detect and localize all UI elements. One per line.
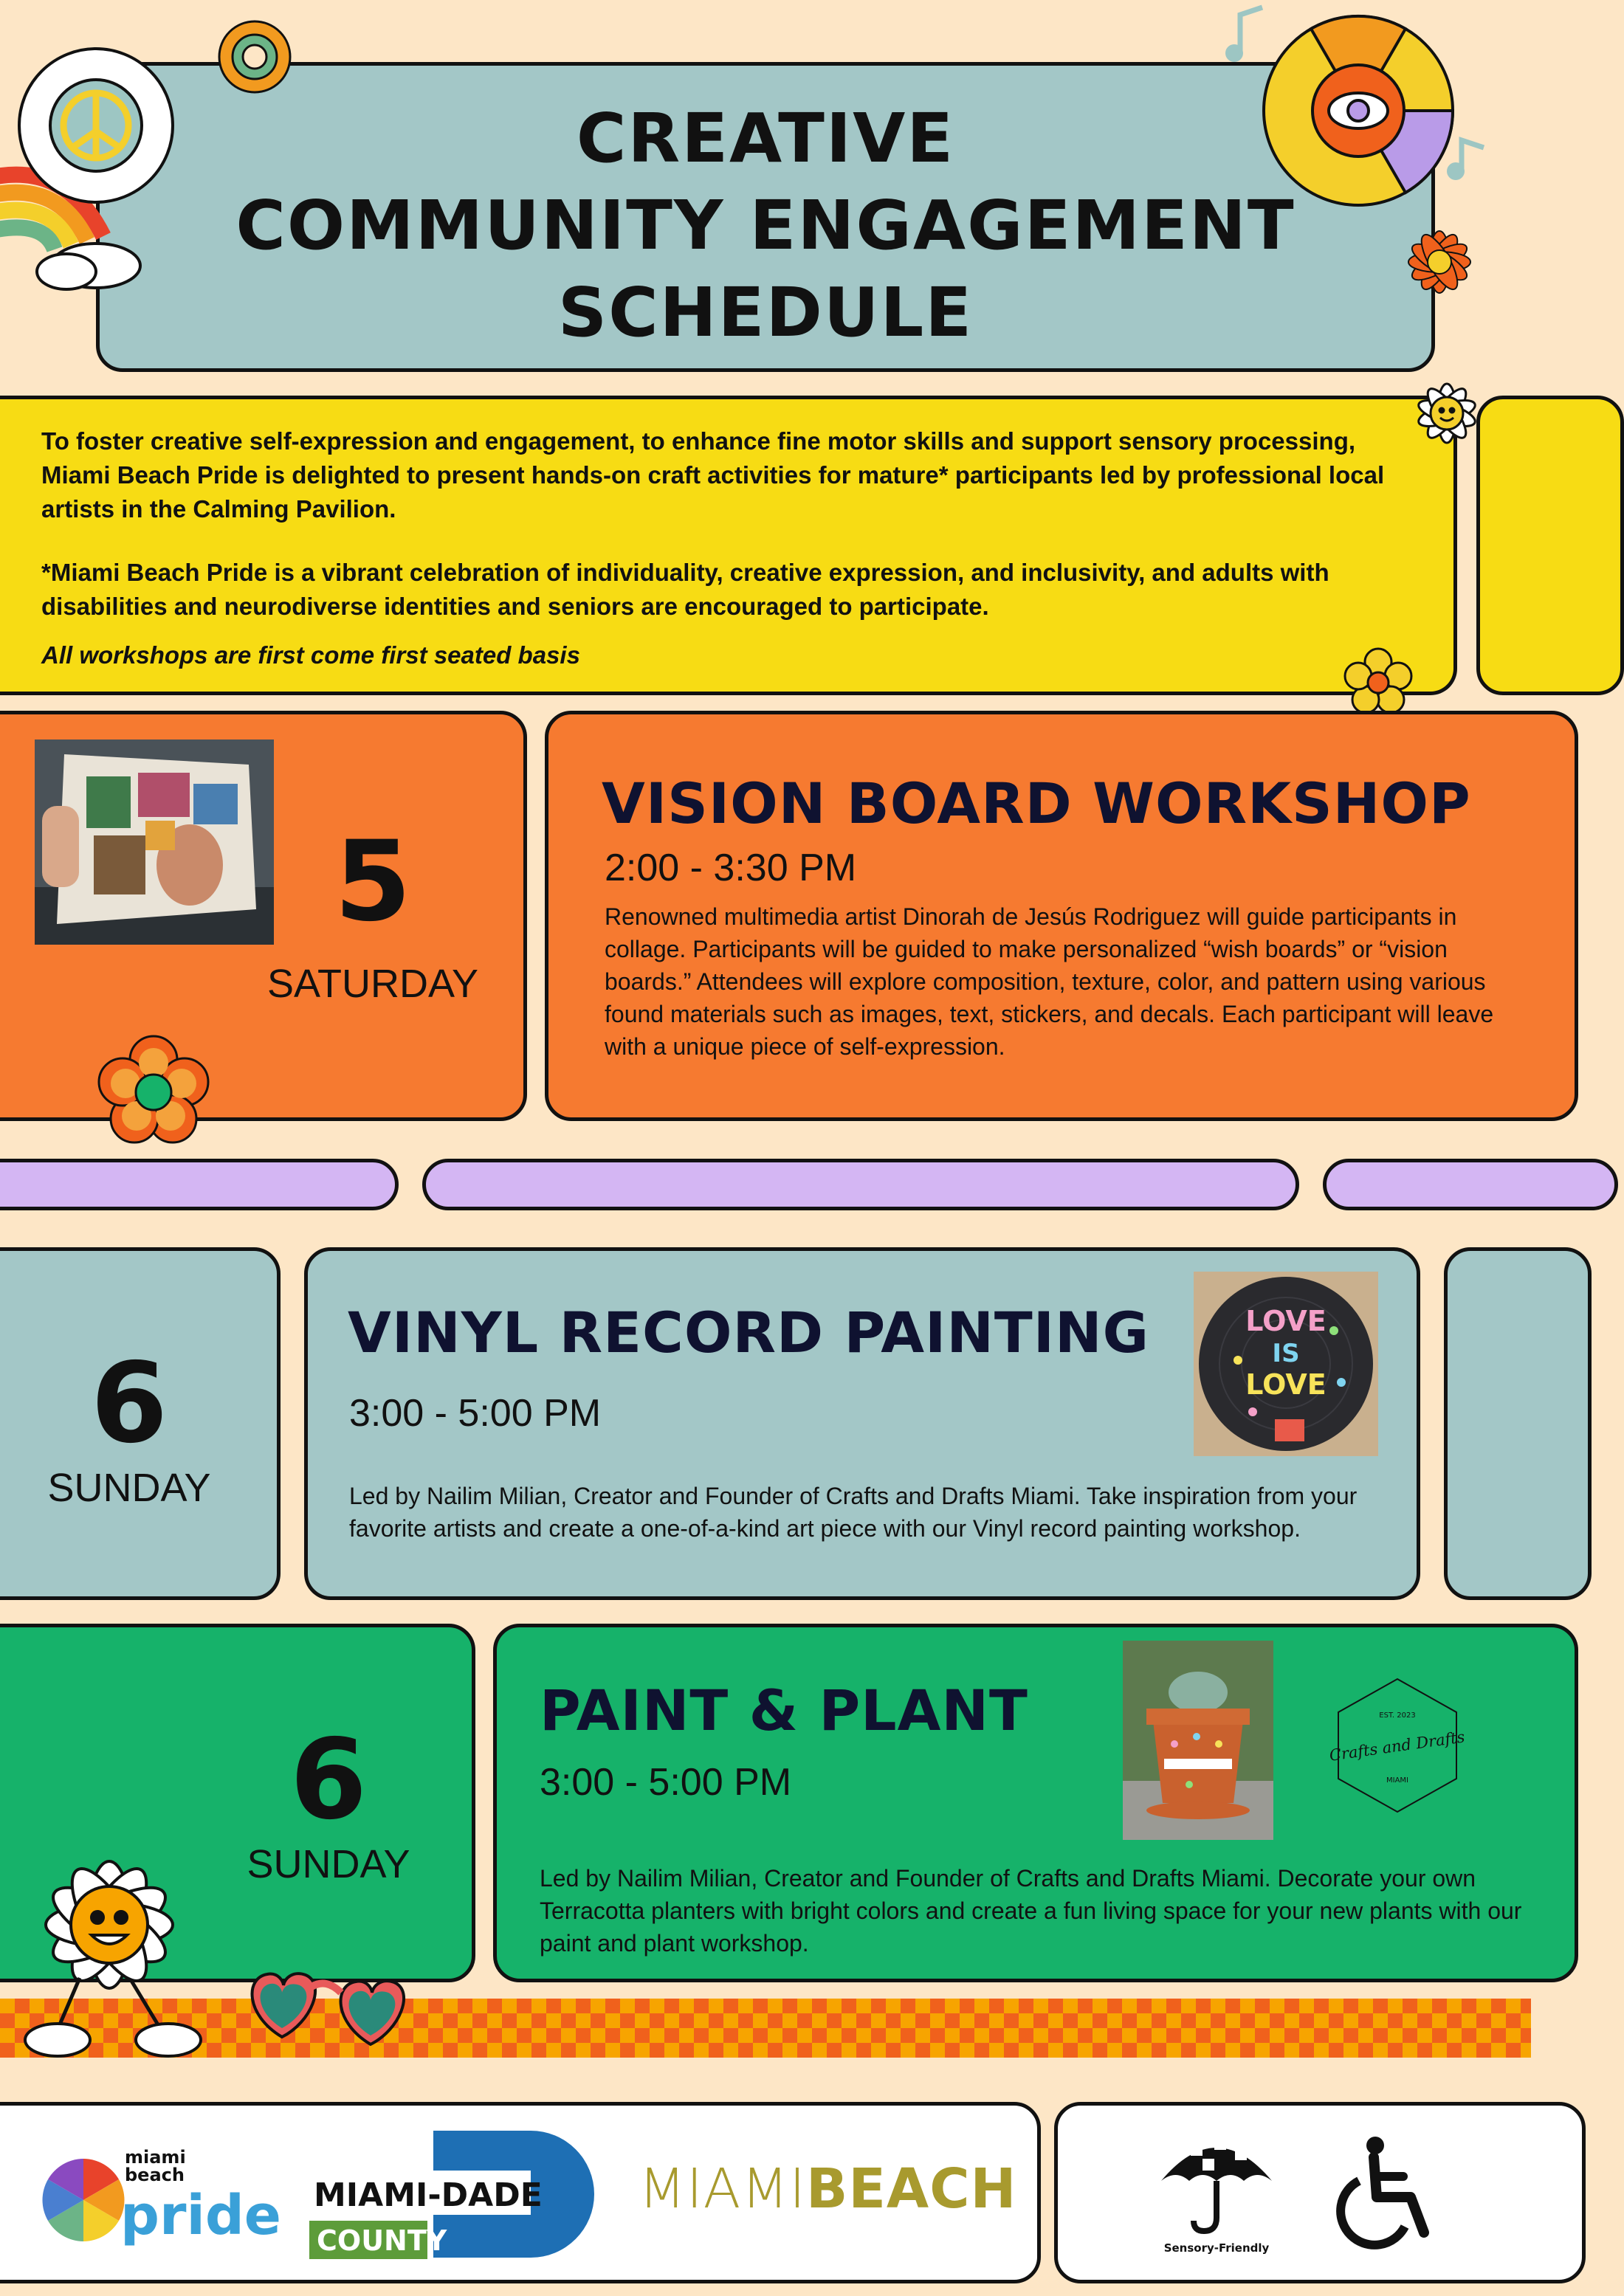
crafts-and-drafts-logo <box>1324 1672 1471 1819</box>
sunday-side-panel <box>1444 1247 1592 1600</box>
divider-bar <box>422 1159 1299 1210</box>
ring-flower-sticker <box>214 16 295 97</box>
intro-paragraph: To foster creative self-expression and engagement, to enhance fine motor skills and support sensory processing, Miami Beach Pride is delighted to present hands-on craft activities for mature* participants led by professional local artists in the Calming Pavilion. <box>41 427 1385 523</box>
daisy-mascot-sticker <box>13 1830 220 2066</box>
city-logo-part2: BEACH <box>805 2157 1017 2221</box>
paint-plant-card <box>493 1624 1578 1982</box>
vinyl-record-photo <box>1194 1272 1378 1456</box>
accessibility-panel <box>1054 2102 1586 2283</box>
vision-board-card <box>545 711 1578 1121</box>
love-text: LOVE <box>1245 1368 1327 1401</box>
logo-est: EST. 2023 <box>1379 1711 1416 1720</box>
seating-note: All workshops are first come first seated basis <box>41 641 580 669</box>
workshop-title: VISION BOARD WORKSHOP <box>602 770 1471 836</box>
retro-flower-sticker <box>94 1033 213 1151</box>
divider-bar <box>1323 1159 1618 1210</box>
workshop-time: 3:00 - 5:00 PM <box>540 1761 792 1804</box>
county-logo-line2: COUNTY <box>317 2224 447 2257</box>
title-line-3: SCHEDULE <box>557 273 974 352</box>
county-logo-line1: MIAMI-DADE <box>314 2176 543 2214</box>
logo-city: MIAMI <box>1386 1776 1408 1785</box>
day-name: SUNDAY <box>47 1466 211 1510</box>
vision-board-photo <box>35 740 274 945</box>
workshop-description: Led by Nailim Milian, Creator and Founder of Crafts and Drafts Miami. Take inspiration from your favorite artists and create a one-of-a-kind art piece with our Vinyl record painting workshop. <box>349 1483 1358 1542</box>
workshop-time: 2:00 - 3:30 PM <box>605 847 857 889</box>
intro-side-panel <box>1476 396 1624 695</box>
checker-strip <box>0 1999 1531 2058</box>
city-logo-part1: MIAMI <box>639 2157 806 2221</box>
day-number: 6 <box>289 1716 368 1844</box>
pride-logo-word: pride <box>120 2184 281 2247</box>
smiley-flower-sticker <box>1403 369 1491 458</box>
workshop-title: PAINT & PLANT <box>540 1678 1028 1743</box>
workshop-description: Renowned multimedia artist Dinorah de Jesús Rodriguez will guide participants in collage. Participants will be guided to make personalized “wish boards” or “vision boards.” Attendees will explore composition, texture, color, and pattern using various found materials such as images, text, stickers, and decals. Each participant will leave with a unique piece of self-expression. <box>605 903 1494 1060</box>
day-name: SATURDAY <box>266 962 479 1006</box>
logo-name: Crafts and Drafts <box>1328 1728 1466 1765</box>
vinyl-painting-card <box>304 1247 1420 1600</box>
sunday-day-panel <box>0 1247 281 1600</box>
orange-flower-sticker <box>1388 210 1491 314</box>
saturday-day-panel <box>0 711 527 1121</box>
day-name: SUNDAY <box>247 1842 410 1886</box>
umbrella-icon <box>1154 2122 1279 2255</box>
miami-beach-city-logo <box>639 2157 1016 2221</box>
wheelchair-icon <box>1331 2135 1442 2253</box>
divider-bar <box>0 1159 399 1210</box>
day-number: 6 <box>90 1340 168 1468</box>
sensory-label: Sensory-Friendly <box>1163 2241 1270 2255</box>
vinyl-record-sticker <box>1218 0 1499 221</box>
intro-panel <box>0 396 1457 695</box>
pride-logo-line2: beach <box>125 2165 185 2185</box>
workshop-description: Led by Nailim Milian, Creator and Founder of Crafts and Drafts Miami. Decorate your own Terracotta planters with bright colors and create a fun living space for your new plants with our paint and plant workshop. <box>540 1865 1522 1957</box>
heart-glasses-sticker <box>238 1941 415 2059</box>
pride-logo-line1: miami <box>125 2147 186 2168</box>
rainbow-peace-sticker <box>0 15 162 295</box>
miami-dade-county-logo <box>309 2128 590 2261</box>
workshop-title: VINYL RECORD PAINTING <box>348 1300 1150 1365</box>
sponsor-logos-panel <box>0 2102 1041 2283</box>
workshop-time: 3:00 - 5:00 PM <box>349 1392 602 1435</box>
title-line-2: COMMUNITY ENGAGEMENT <box>235 186 1296 265</box>
miami-beach-pride-logo <box>39 2138 281 2256</box>
is-text: IS <box>1272 1339 1300 1368</box>
love-text: LOVE <box>1245 1305 1327 1337</box>
inclusivity-paragraph: *Miami Beach Pride is a vibrant celebration of individuality, creative expression, and inclusivity, and adults with disabilities and neurodiverse identities and seniors are encouraged to participate. <box>41 559 1329 620</box>
title-line-1: CREATIVE <box>576 99 955 178</box>
terracotta-planter-photo <box>1123 1641 1273 1840</box>
day-number: 5 <box>334 818 412 946</box>
